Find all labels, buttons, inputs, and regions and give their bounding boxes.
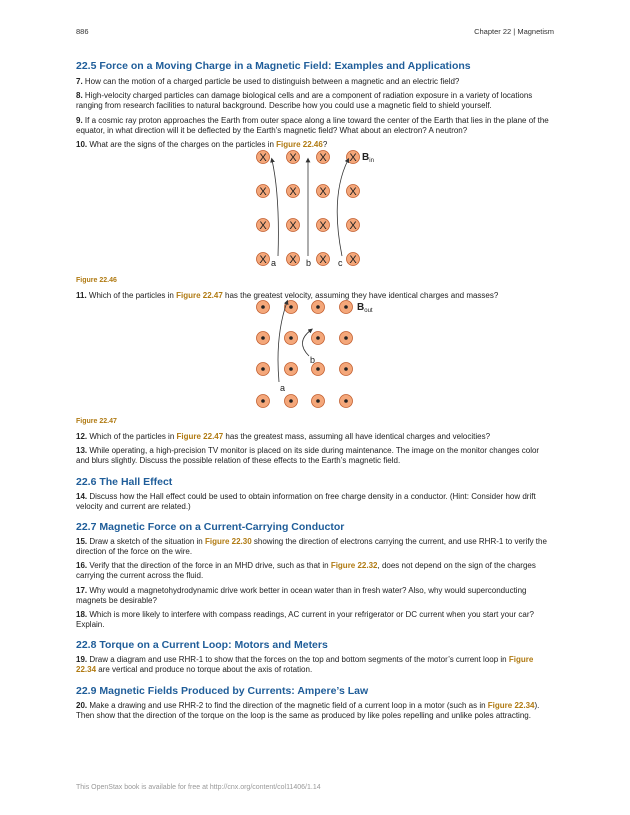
question-13: [76, 446, 551, 467]
field-into-page-symbol: [347, 151, 360, 165]
section-heading-22-9: 22.9 Magnetic Fields Produced by Currents: Ampere’s Law: [76, 685, 369, 697]
question-text: Draw a diagram and use RHR-1 to show that the forces on the top and bottom segments of the motor’s current loop in: [89, 655, 509, 664]
field-out-of-page-symbol: [340, 395, 353, 408]
svg-text:X: X: [349, 220, 357, 232]
question-14: [76, 492, 551, 513]
label-a: a: [271, 258, 277, 268]
svg-text:X: X: [319, 220, 327, 232]
figure-caption-22-47: Figure 22.47: [76, 418, 117, 425]
question-text: How can the motion of a charged particle be used to distinguish between a magnetic and an electric field?: [84, 77, 460, 86]
question-17: [76, 586, 551, 607]
question-number: 17.: [76, 586, 88, 595]
figure-link[interactable]: Figure 22.46: [276, 140, 323, 149]
field-out-of-page-symbol: [312, 301, 325, 314]
question-text-end: ). Then show that the direction of the torque on the loop is the same as produced by like poles repelling and unlike poles attracting.: [76, 701, 540, 721]
svg-text:X: X: [289, 254, 297, 266]
field-into-page-symbol: [257, 151, 270, 165]
page-number: 886: [76, 27, 89, 36]
question-12: [76, 432, 551, 442]
label-b: b: [306, 258, 312, 268]
question-7: [76, 77, 551, 87]
question-number: 11.: [76, 291, 87, 300]
question-19: [76, 655, 551, 676]
page-footer: This OpenStax book is available for free at http://cnx.org/content/col11406/1.14: [76, 784, 321, 791]
field-out-of-page-symbol: [340, 301, 353, 314]
label-b: b: [310, 355, 316, 365]
question-20: [76, 701, 551, 722]
question-number: 12.: [76, 432, 88, 441]
field-out-of-page-symbol: [340, 332, 353, 345]
field-into-page-symbol: [287, 219, 300, 233]
question-18: [76, 610, 551, 631]
question-text: Which of the particles in: [88, 291, 177, 300]
question-number: 10.: [76, 140, 88, 149]
question-number: 14.: [76, 492, 88, 501]
svg-text:X: X: [349, 254, 357, 266]
field-out-of-page-symbol: [257, 301, 270, 314]
field-out-of-page-symbol: [257, 363, 270, 376]
question-number: 9.: [76, 116, 83, 125]
svg-text:X: X: [319, 186, 327, 198]
svg-text:X: X: [289, 152, 297, 164]
track-a: [272, 160, 278, 256]
field-into-page-symbol: [347, 253, 360, 267]
question-text-end: , does not depend on the sign of the charges carrying the current across the fluid.: [76, 561, 536, 581]
figure-caption-22-46: Figure 22.46: [76, 277, 117, 284]
question-number: 20.: [76, 701, 88, 710]
question-text: Discuss how the Hall effect could be used to obtain information on free charge density in a conductor. (Hint: Consider how drift velocity and current are related.): [76, 492, 536, 512]
figure-22-46-diagram: [240, 146, 390, 270]
figure-22-47-diagram: [245, 296, 385, 412]
question-text: Make a drawing and use RHR-2 to find the direction of the magnetic field of a current loop in a motor (such as in: [89, 701, 488, 710]
svg-text:X: X: [289, 186, 297, 198]
question-text: Which is more likely to interfere with compass readings, AC current in your refrigerator or DC current when you start your car? Explain.: [76, 610, 534, 630]
question-text-end: ?: [322, 140, 328, 149]
question-15: [76, 537, 551, 558]
question-number: 13.: [76, 446, 88, 455]
section-heading-22-6: 22.6 The Hall Effect: [76, 476, 173, 488]
field-out-of-page-symbol: [257, 395, 270, 408]
question-text: High-velocity charged particles can damage biological cells and are a component of radiation exposure in a variety of locations ranging from research facilities to natural background. Describe how you could use a magnetic field to shield yourself.: [76, 91, 533, 111]
question-number: 15.: [76, 537, 88, 546]
figure-link[interactable]: Figure 22.30: [204, 537, 252, 546]
field-into-page-symbol: [317, 151, 330, 165]
question-text: Which of the particles in: [89, 432, 177, 441]
track-c: [337, 160, 348, 256]
svg-text:X: X: [259, 220, 267, 232]
field-into-page-symbol: [287, 185, 300, 199]
field-into-page-symbol: [257, 219, 270, 233]
field-into-page-symbol: [257, 253, 270, 267]
field-into-page-symbol: [347, 185, 360, 199]
section-heading-22-8: 22.8 Torque on a Current Loop: Motors and Meters: [76, 639, 328, 651]
figure-link[interactable]: Figure 22.47: [176, 432, 224, 441]
field-into-page-symbol: [287, 151, 300, 165]
question-text: Draw a sketch of the situation in: [89, 537, 205, 546]
question-8: [76, 91, 551, 112]
question-number: 7.: [76, 77, 83, 86]
question-number: 8.: [76, 91, 83, 100]
label-c: c: [338, 258, 343, 268]
field-into-page-symbol: [317, 219, 330, 233]
question-text-end: has the greatest velocity, assuming they have identical charges and masses?: [222, 291, 499, 300]
field-into-page-symbol: [317, 185, 330, 199]
field-out-of-page-symbol: [285, 363, 298, 376]
field-into-page-symbol: [287, 253, 300, 267]
figure-link[interactable]: Figure 22.32: [330, 561, 378, 570]
svg-text:X: X: [349, 152, 357, 164]
svg-text:X: X: [259, 254, 267, 266]
question-number: 16.: [76, 561, 88, 570]
chapter-title: Chapter 22 | Magnetism: [474, 27, 554, 36]
section-heading-22-5: 22.5 Force on a Moving Charge in a Magnetic Field: Examples and Applications: [76, 60, 471, 72]
field-label-b-out: $B_{out}$: [357, 302, 373, 314]
question-text-end: are vertical and produce no torque about the axis of rotation.: [96, 665, 313, 675]
figure-link[interactable]: Figure 22.47: [176, 291, 223, 300]
question-number: 18.: [76, 610, 88, 619]
question-text: What are the signs of the charges on the particles in: [89, 140, 277, 149]
field-out-of-page-symbol: [312, 332, 325, 345]
field-into-page-symbol: [257, 185, 270, 199]
section-heading-22-7: 22.7 Magnetic Force on a Current-Carrying Conductor: [76, 521, 345, 533]
field-into-page-symbol: [317, 253, 330, 267]
svg-text:X: X: [289, 220, 297, 232]
question-16: [76, 561, 551, 582]
field-out-of-page-symbol: [312, 395, 325, 408]
track-b: [302, 330, 311, 356]
question-9: [76, 116, 551, 137]
svg-text:X: X: [349, 186, 357, 198]
question-text-end: showing the direction of electrons carrying the current, and use RHR-1 to verify the direction of the force on the wire.: [76, 537, 547, 557]
question-text: While operating, a high-precision TV monitor is placed on its side during maintenance. The image on the monitor changes color and blurs slightly. Discuss the possible relation of these effects to the Earth’s magnetic field.: [76, 446, 540, 466]
field-out-of-page-symbol: [257, 332, 270, 345]
question-text: Verify that the direction of the force in an MHD drive, such as that in: [89, 561, 331, 570]
figure-link[interactable]: Figure 22.34: [76, 655, 534, 675]
field-out-of-page-symbol: [285, 395, 298, 408]
question-text-end: has the greatest mass, assuming all have identical charges and velocities?: [223, 432, 491, 441]
svg-text:X: X: [319, 254, 327, 266]
svg-text:X: X: [319, 152, 327, 164]
figure-link[interactable]: Figure 22.34: [487, 701, 535, 710]
label-a: a: [280, 383, 286, 393]
svg-text:X: X: [259, 152, 267, 164]
field-out-of-page-symbol: [285, 332, 298, 345]
field-into-page-symbol: [347, 219, 360, 233]
svg-text:X: X: [259, 186, 267, 198]
field-label-b-in: $B_{in}$: [362, 152, 374, 164]
question-number: 19.: [76, 655, 88, 664]
question-text: Why would a magnetohydrodynamic drive work better in ocean water than in fresh water? Also, why would superconducting magnets be desirable?: [76, 586, 527, 606]
question-text: If a cosmic ray proton approaches the Earth from outer space along a line toward the center of the Earth that lies in the plane of the equator, in what direction will it be deflected by the Earth’s magnetic field? What about an electron? A neutron?: [76, 116, 549, 136]
field-out-of-page-symbol: [340, 363, 353, 376]
